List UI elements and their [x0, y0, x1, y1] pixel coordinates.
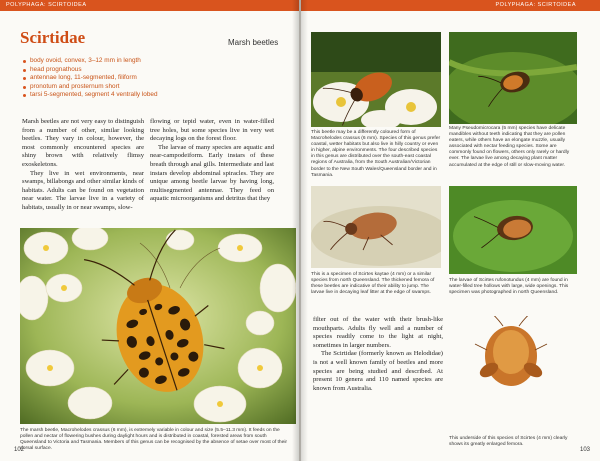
- running-head-left: POLYPHAGA: SCIRTOIDEA: [0, 0, 299, 11]
- trait-item: pronotum and prosternum short: [22, 83, 272, 92]
- caption-top-left: This beetle may be a differently coloured form of Macrohelodes crassus (6 mm). Species of this genus prefer coastal, wetter habitats but also live in hilly country or even in higher, alpine environments. The four described species in this genus are distributed over the south-east coastal regions of Australia, from the South Australian/Victorian border to the New South Wales/Queensland border and in Tasmania.: [311, 130, 441, 178]
- caption-mid-right: The larvae of Scirtes rufonotundus (4 mm) are found in water-filled tree hollows with large, wide openings. This specimen was photographed in north Queensland.: [449, 278, 569, 296]
- beetle-photo-image: [449, 32, 577, 124]
- page-number-right: 103: [579, 447, 590, 453]
- trait-item: head prognathous: [22, 66, 272, 75]
- beetle-photo-image: [449, 316, 577, 434]
- beetle-on-flowers-image: [20, 228, 296, 424]
- caption-top-right: Many Pseudomicrocara (5 mm) species have delicate mandibles without teeth indicating that they are pollen eaters, while others have an elongate muzzle, usually associated with nectar feeding species. Some are commonly found on flowers, others only rarely or hardly ever. The larvae live among decaying plant matter accumulated at the edge of still or slow-moving water.: [449, 126, 570, 168]
- family-title: Scirtidae: [20, 28, 86, 47]
- beetle-photo-image: [311, 186, 441, 268]
- photo-pseudomicrocara: [449, 32, 577, 124]
- beetle-photo-image: [311, 32, 441, 127]
- trait-item: antennae long, 11-segmented, filiform: [22, 74, 272, 83]
- main-photo-caption: The marsh beetle, Macrohelodes crassus (6 mm), is extremely variable in colour and size (5.5–11.3 mm). It feeds on the pollen and nectar of flowering bushes during daylight hours and is distributed in coastal, forested areas from south Queensland to Victoria and Tasmania. Members of this genus can be recognised by the absence of setae over most of their dorsal surface.: [20, 428, 288, 452]
- caption-mid-left: This is a specimen of Scirtes kaytae (4 mm) or a similar species from north Queensland. The thickened femora of these beetles are indicative of their ability to jump. The larvae live in decaying leaf litter at the edge of swamps.: [311, 272, 435, 296]
- main-beetle-photo: [20, 228, 296, 424]
- book-gutter-shadow: [292, 0, 308, 461]
- photo-scirtes-kaytae: [311, 186, 441, 268]
- paragraph: They live in wet environments, near swamps, billabongs and other similar kinds of habitats. Adults can be found on vegetation near water. The larvae live in a variety of habitats, usually in or near swamps, slow-: [22, 169, 144, 211]
- body-column-right: [313, 316, 443, 393]
- paragraph: The Scirtidae (formerly known as Helodidae) is not a well known family of beetles and more species are being studied and described. At present 10 genera and 110 named species are known from Australia.: [313, 350, 443, 392]
- beetle-photo-image: [449, 186, 577, 274]
- photo-scirtes-rufonotundus: [449, 186, 577, 274]
- caption-bottom-right: This underside of this species of Scirtes (4 mm) clearly shows its greatly enlarged femora.: [449, 436, 568, 448]
- paragraph: The larvae of many species are aquatic and near-campodeiform. Early instars of these breath through anal gills. Intermediate and last instars develop abdominal spiracles. They are unique among beetle larvae by having long, multisegmented antennae. They feed on aquatic microorganisms and detritus that they: [150, 143, 274, 203]
- page-number-left: 102: [14, 447, 25, 453]
- trait-item: tarsi 5-segmented, segment 4 ventrally lobed: [22, 91, 272, 100]
- photo-scirtes-underside: [449, 316, 577, 434]
- paragraph: Marsh beetles are not very easy to distinguish from a number of other, similar looking beetles. They vary in colour, however, the most commonly encountered species are shiny brown with relatively flimsy exoskeletons.: [22, 118, 144, 168]
- paragraph: flowing or tepid water, even in water-filled tree holes, but some species live in very wet decaying logs on the forest floor.: [150, 118, 274, 143]
- right-page: [301, 0, 600, 461]
- trait-list: [22, 57, 272, 100]
- left-page: [0, 0, 299, 461]
- body-column-2: [150, 118, 274, 204]
- trait-item: body ovoid, convex, 3–12 mm in length: [22, 57, 272, 66]
- running-head-right: POLYPHAGA: SCIRTOIDEA: [301, 0, 600, 11]
- common-name: Marsh beetles: [228, 38, 279, 47]
- paragraph: filter out of the water with their brush-like mouthparts. Adults fly well and a number of species readily come to the light at night, sometimes in larger numbers.: [313, 316, 443, 349]
- body-column-1: [22, 118, 144, 213]
- photo-macrohelodes-form: [311, 32, 441, 127]
